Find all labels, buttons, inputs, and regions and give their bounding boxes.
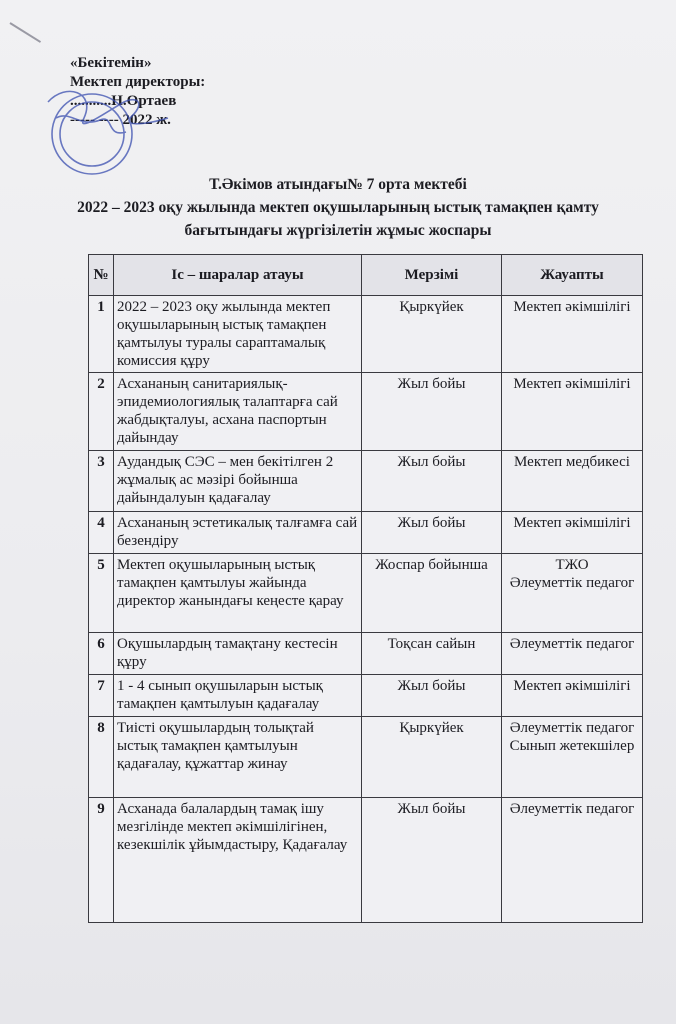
row-deadline: Жыл бойы	[362, 675, 502, 717]
table-row	[89, 554, 643, 633]
title-line-3: бағытындағы жүргізілетін жұмыс жоспары	[184, 222, 492, 239]
responsible-line: Мектеп медбикесі	[514, 454, 630, 470]
row-responsible	[502, 512, 643, 554]
row-responsible	[502, 798, 643, 923]
approval-line: Мектеп директоры:	[70, 74, 206, 90]
responsible-line: ТЖО	[555, 557, 589, 573]
row-deadline: Жыл бойы	[362, 798, 502, 923]
approval-line: ...........Н.Ортаев	[70, 93, 177, 109]
table-row	[89, 798, 643, 923]
row-number: 5	[89, 554, 114, 633]
row-activity: Аудандық СЭС – мен бекітілген 2 жұмалық ас мәзірі бойынша дайындалуын қадағалау	[114, 451, 362, 512]
table-row	[89, 675, 643, 717]
header-responsible: Жауапты	[502, 255, 643, 296]
row-activity: Асхананың санитариялық-эпидемиологиялық талаптарға сай жабдықталуы, асхана паспортын дайындау	[114, 373, 362, 451]
row-responsible	[502, 296, 643, 373]
responsible-line: Әлеуметтік педагог	[509, 801, 635, 817]
row-deadline: Жыл бойы	[362, 451, 502, 512]
row-deadline: Қыркүйек	[362, 717, 502, 798]
approval-line: «Бекітемін»	[70, 55, 152, 71]
responsible-line: Мектеп әкімшілігі	[513, 515, 631, 531]
header-number: №	[89, 255, 114, 296]
table-row	[89, 633, 643, 675]
row-deadline: Жоспар бойынша	[362, 554, 502, 633]
row-activity: 1 - 4 сынып оқушыларын ыстық тамақпен қамтылуын қадағалау	[114, 675, 362, 717]
row-responsible	[502, 373, 643, 451]
row-number: 4	[89, 512, 114, 554]
table-row	[89, 717, 643, 798]
row-activity: Тиісті оқушылардың толықтай ыстық тамақпен қамтылуын қадағалау, құжаттар жинау	[114, 717, 362, 798]
title-school: Т.Әкімов атындағы№ 7 орта мектебі	[209, 176, 467, 193]
row-number: 2	[89, 373, 114, 451]
row-number: 6	[89, 633, 114, 675]
header-deadline: Мерзімі	[362, 255, 502, 296]
table-row	[89, 373, 643, 451]
row-deadline: Жыл бойы	[362, 512, 502, 554]
row-activity: Асханада балалардың тамақ ішу мезгілінде мектеп әкімшілігінен, кезекшілік ұйымдастыру, Қадағалау	[114, 798, 362, 923]
table-row	[89, 512, 643, 554]
responsible-line: Мектеп әкімшілігі	[513, 678, 631, 694]
row-deadline: Жыл бойы	[362, 373, 502, 451]
row-deadline: Тоқсан сайын	[362, 633, 502, 675]
row-number: 7	[89, 675, 114, 717]
row-activity: 2022 – 2023 оқу жылында мектеп оқушыларының ыстық тамақпен қамтылуы туралы сараптамалық комиссия құру	[114, 296, 362, 373]
row-activity: Асхананың эстетикалық талғамға сай безендіру	[114, 512, 362, 554]
responsible-line: Мектеп әкімшілігі	[513, 299, 631, 315]
row-number: 8	[89, 717, 114, 798]
table-header-row	[89, 255, 643, 296]
blue-stamp-signature	[36, 72, 176, 182]
row-number: 1	[89, 296, 114, 373]
row-activity: Мектеп оқушыларының ыстық тамақпен қамтылуы жайында директор жанындағы кеңесте қарау	[114, 554, 362, 633]
approval-line: ----- ---- 2022 ж.	[70, 112, 171, 128]
row-number: 3	[89, 451, 114, 512]
row-number: 9	[89, 798, 114, 923]
row-deadline: Қыркүйек	[362, 296, 502, 373]
responsible-line: Әлеуметтік педагог	[509, 720, 635, 736]
row-responsible	[502, 554, 643, 633]
work-plan-table	[88, 254, 643, 923]
row-responsible	[502, 675, 643, 717]
row-responsible	[502, 717, 643, 798]
responsible-line: Мектеп әкімшілігі	[513, 376, 631, 392]
table-row	[89, 296, 643, 373]
paper-edge-mark	[9, 22, 41, 43]
responsible-line: Әлеуметтік педагог	[509, 636, 635, 652]
responsible-line: Сынып жетекшілер	[509, 738, 635, 754]
row-responsible	[502, 633, 643, 675]
document-title	[0, 173, 676, 242]
responsible-line: Әлеуметтік педагог	[509, 575, 635, 591]
table-row	[89, 451, 643, 512]
row-responsible	[502, 451, 643, 512]
title-line-2: 2022 – 2023 оқу жылында мектеп оқушыларының ыстық тамақпен қамту	[77, 199, 599, 216]
header-activity: Іс – шаралар атауы	[114, 255, 362, 296]
row-activity: Оқушылардың тамақтану кестесін құру	[114, 633, 362, 675]
